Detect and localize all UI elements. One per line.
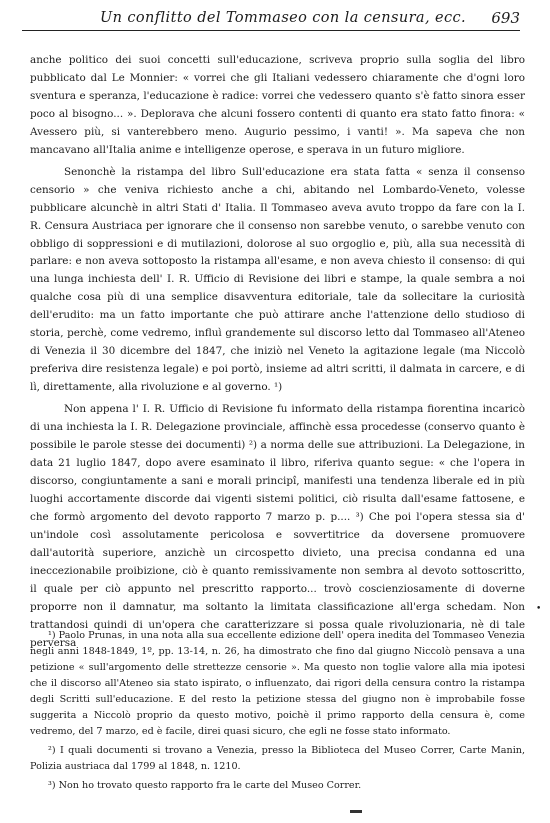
paragraph: Non appena l' I. R. Ufficio di Revisione fu informato della ristampa fiorentina incaricò di una inchiesta la I. R. Delegazione provinciale, affinchè essa procedesse (conservo quanto è possibile le parole stesse dei documenti) ²) a norma delle sue attribuzioni. La Delegazione, in data 21 luglio 1847, dopo avere esaminato il libro, riferiva quanto segue: « che l'opera in discorso, congiuntamente a sani e morali principî, manifesti una tendenza liberale ed in più luoghi accortamente discorde dai vigenti sistemi politici, ciò risulta dall'esame fattosene, e che formò argomento del devoto rapporto 7 marzo p. p.... ³) Che poi l'opera stessa sia d' un'indole così assolutamente pericolosa e sovvertitrice da doversene promuovere dall'autorità superiore, anzichè un circospetto divieto, una precisa condanna ed una ineccezionabile proibizione, ciò è quanto remissivamente non sembra al devoto sottoscritto, il quale per ciò appunto nel prescritto rapporto... trovò coscienziosamente di doverne proporre non il damnatur, ma soltanto la limitata classificazione all'erga schedam. Non trattandosi quindi di un'opera che caratterizzare si possa quale rivoluzionaria, nè di tale perversa xyxy=(30,403,525,649)
margin-mark: • xyxy=(536,604,542,614)
footnote: ³) Non ho trovato questo rapporto fra le carte del Museo Correr. xyxy=(48,780,362,791)
running-header xyxy=(22,8,520,32)
page-number: 693 xyxy=(491,9,520,27)
print-mark xyxy=(350,810,362,813)
body-text xyxy=(30,52,525,652)
footnote: ²) I quali documenti si trovano a Venezia, presso la Biblioteca del Museo Correr, Carte Manin, Polizia austriaca dal 1799 al 1848, n. 1210. xyxy=(30,745,525,772)
header-rule xyxy=(22,30,520,31)
paragraph: anche politico dei suoi concetti sull'educazione, scriveva proprio sulla soglia del libro pubblicato dal Le Monnier: « vorrei che gli Italiani vedessero chiaramente che d'ogni loro sventura e speranza, l'educazione è radice: vorrei che vedessero quanto s'è fatto sinora esser poco al bisogno... ». Deplorava che alcuni fossero contenti di quanto era stato fatto finora: « Avessero più, si vanterebbero meno. Augurio pessimo, i vanti! ». Ma sapeva che non mancavano all'Italia anime e intelligenze operose, e sperava in un futuro migliore. xyxy=(30,54,525,156)
footnotes xyxy=(30,628,525,794)
running-title: Un conflitto del Tommaseo con la censura, ecc. xyxy=(100,10,467,26)
footnote: ¹) Paolo Prunas, in una nota alla sua eccellente edizione dell' opera inedita del Tommaseo Venezia negli anni 1848-1849, 1º, pp. 13-14, n. 26, ha dimostrato che fino dal giugno Niccolò pensava a una petizione « sull'argomento delle strettezze censorie ». Ma questo non toglie valore alla mia ipotesi che il discorso all'Ateneo sia stato ispirato, o influenzato, dai rigori della censura contro la ristampa degli Scritti sull'educazione. E del resto la petizione stessa del giugno non è improbabile fosse suggerita a Niccolò proprio da questo motivo, poichè il primo rapporto della censura è, come vedremo, del 7 marzo, ed è facile, direi quasi sicuro, che egli ne fosse stato informato. xyxy=(30,630,525,737)
paragraph: Senonchè la ristampa del libro Sull'educazione era stata fatta « senza il consenso censorio » che veniva richiesto anche a chi, abitando nel Lombardo-Veneto, volesse pubblicare alcunchè in altri Stati d' Italia. Il Tommaseo aveva avuto troppo da fare con la I. R. Censura Austriaca per ignorare che il consenso non sarebbe venuto, o sarebbe venuto con obbligo di soppressioni e di mutilazioni, dolorose al suo orgoglio e, più, alla sua necessità di parlare: e non aveva sottoposto la ristampa all'esame, e non aveva chiesto il consenso: di qui una lunga inchiesta dell' I. R. Ufficio di Revisione dei libri e stampe, la quale sembra a noi qualche cosa più di una semplice disavventura editoriale, tale da sollecitare la curiosità dell'erudito: ma un fatto importante che può attirare anche l'attenzione dello studioso di storia, perchè, come vedremo, influì grandemente sul discorso letto dal Tommaseo all'Ateneo di Venezia il 30 dicembre del 1847, che iniziò nel Veneto la agitazione legale (ma Niccolò preferiva dire resistenza legale) e poi portò, insieme ad altri scritti, il dalmata in carcere, e di lì, direttamente, alla rivoluzione e al governo. ¹) xyxy=(30,165,525,394)
